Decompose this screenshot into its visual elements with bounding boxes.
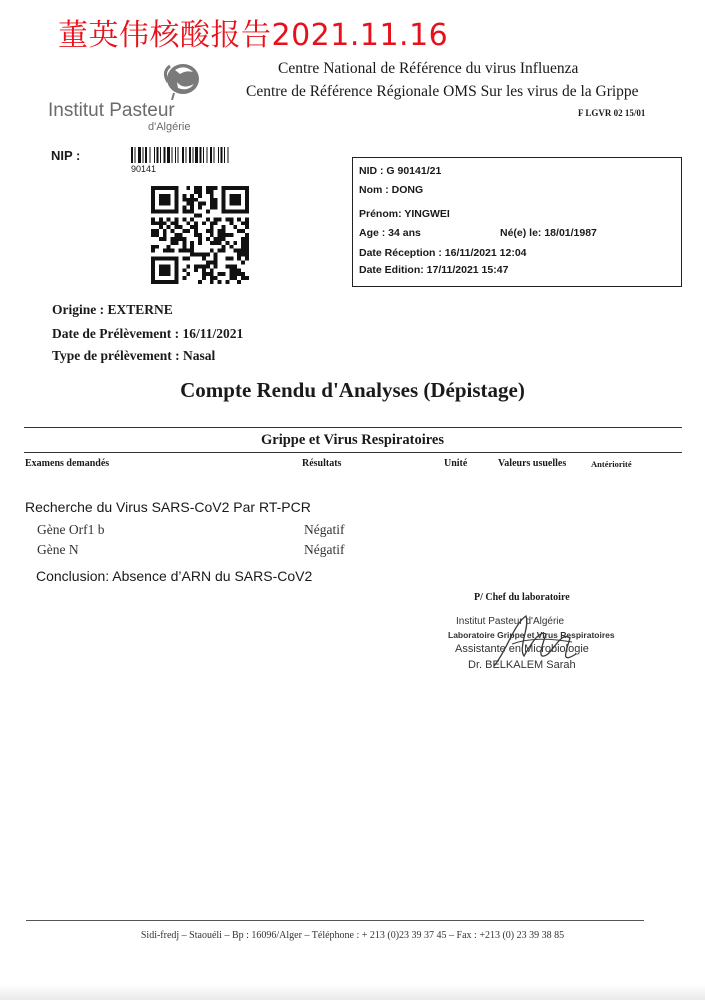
divider-top <box>24 427 682 428</box>
test-name: Recherche du Virus SARS-CoV2 Par RT-PCR <box>25 499 311 515</box>
gene-row-2-result: Négatif <box>304 542 345 557</box>
header-line-1: Centre National de Référence du virus Influenza <box>278 60 579 77</box>
gene-row-1-name: Gène Orf1 b <box>37 522 105 537</box>
pasteur-emblem-icon <box>150 60 210 100</box>
column-usual-values: Valeurs usuelles <box>498 458 567 469</box>
institute-subtitle: d'Algérie <box>148 121 191 133</box>
institute-name: Institut Pasteur <box>48 100 175 121</box>
stamp-line-1: Institut Pasteur d'Algérie <box>456 616 565 627</box>
sample-origin: Origine : EXTERNE <box>52 302 173 317</box>
column-exam: Examens demandés <box>25 458 110 469</box>
gene-row-1-result: Négatif <box>304 522 345 537</box>
conclusion: Conclusion: Absence d’ARN du SARS-CoV2 <box>36 568 313 584</box>
sample-date: Date de Prélèvement : 16/11/2021 <box>52 326 244 341</box>
barcode-number: 90141 <box>131 164 157 174</box>
signatory-title: P/ Chef du laboratoire <box>474 592 570 603</box>
scan-edge <box>0 984 705 1000</box>
header-line-2: Centre de Référence Régionale OMS Sur les virus de la Grippe <box>246 83 639 100</box>
reception-date: Date Réception : 16/11/2021 12:04 <box>359 247 527 259</box>
stamp-line-4: Dr. BELKALEM Sarah <box>468 659 576 671</box>
institut-pasteur-logo <box>48 64 218 134</box>
patient-prenom: Prénom: YINGWEI <box>359 208 450 220</box>
divider-section <box>24 452 682 453</box>
patient-nom: Nom : DONG <box>359 184 424 196</box>
nip-label: NIP : <box>51 148 81 163</box>
column-unit: Unité <box>444 458 468 469</box>
stamp-line-2: Laboratoire Grippe et Virus Respiratoires <box>448 630 615 640</box>
patient-age: Age : 34 ans <box>359 227 421 239</box>
sample-type: Type de prélèvement : Nasal <box>52 348 216 363</box>
gene-row-2-name: Gène N <box>37 542 79 557</box>
annotation-title: 董英伟核酸报告2021.11.16 <box>58 18 449 53</box>
report-title: Compte Rendu d'Analyses (Dépistage) <box>180 378 525 402</box>
patient-info-box <box>352 157 682 287</box>
footer-address: Sidi-fredj – Staouéli – Bp : 16096/Alger – Téléphone : + 213 (0)23 39 37 45 – Fax : +213 (0) 23 39 38 85 <box>140 930 565 941</box>
qr-code <box>151 186 249 289</box>
section-title: Grippe et Virus Respiratoires <box>261 432 444 448</box>
column-result: Résultats <box>302 458 342 469</box>
patient-nid: NID : G 90141/21 <box>359 165 442 177</box>
stamp-line-3: Assistante en Microbiologie <box>455 643 589 655</box>
column-prior: Antériorité <box>591 459 632 469</box>
form-reference: F LGVR 02 15/01 <box>578 108 646 118</box>
patient-dob: Né(e) le: 18/01/1987 <box>500 227 597 239</box>
edition-date: Date Edition: 17/11/2021 15:47 <box>359 264 509 276</box>
handwritten-signature <box>484 604 594 685</box>
footer-divider <box>26 920 644 921</box>
